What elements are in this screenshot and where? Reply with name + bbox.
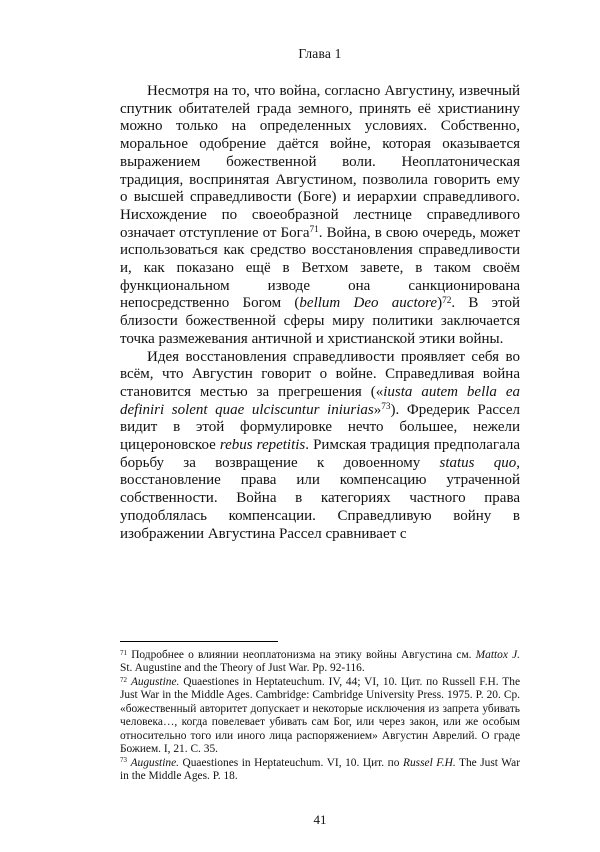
footnote-ref: 72 xyxy=(442,296,452,307)
footnote xyxy=(120,676,520,757)
text-run: » xyxy=(373,401,382,418)
main-text-column xyxy=(120,46,520,543)
footnote-ref: 72 xyxy=(120,675,128,684)
italic-text: rebus repetitis xyxy=(219,437,306,454)
page-number: 41 xyxy=(313,812,327,827)
italic-text: Mattox J. xyxy=(475,649,520,661)
footnote-separator xyxy=(120,641,278,642)
footnote xyxy=(120,757,520,784)
footnotes-block xyxy=(120,641,520,784)
text-run: . Война, в свою очередь, может использоваться как средство восстановления справедливости и, как показано ещё в Ветхом завете, в таком своём функциональном изводе она санкционирована непосредственно Богом ( xyxy=(120,224,520,312)
italic-text: iusta autem bella ea definiri solent quae ulciscuntur iniurias xyxy=(120,383,521,418)
text-run: Идея восстановления справедливости проявляет себя во всём, что Августин говорит о войне. Справедливая война становится местью за прегрешения (« xyxy=(120,348,520,400)
text-run: The Just War in the Middle Ages. P. 18. xyxy=(120,756,520,783)
text-run: . В этой близости божественной сферы миру политики заключается точка размежевания античной и христианской этики войны. xyxy=(120,295,520,347)
italic-text: status quo xyxy=(439,454,517,471)
italic-text: bellum Deo auctore xyxy=(299,295,438,312)
body-paragraphs xyxy=(120,83,520,543)
text-run: Quaestiones in Heptateuchum. VI, 10. Цит. по xyxy=(178,756,403,769)
footnote xyxy=(120,649,520,676)
text-run: ). Фредерик Рассел видит в этой формулировке нечто большее, нежели цицероновское xyxy=(120,401,520,454)
paragraph xyxy=(120,83,520,349)
footnotes-list xyxy=(120,649,520,784)
text-run: , восстановление права или компенсацию утраченной собственности. Война в категориях частного права уподоблялась компенсации. Справедливую войну в изображении Августина Рассел сравнивает с xyxy=(120,454,521,542)
italic-text: Augustine. xyxy=(130,675,180,688)
text-run: Quaestiones in Heptateuchum. IV, 44; VI, 10. Цит. по Russell F.H. The Just War in the Middle Ages. Cambridge: Cambridge University Press. 1975. P. 20. Ср. «божественный авторитет допускает и некоторые исключения из запрета убивать человека…, когда повелевает убивать сам Бог, или через закон, или же особым относительно того или иного лица распоряжением» Августин Аврелий. О граде Божием. I, 21. С. 35. xyxy=(120,675,520,756)
text-run: ) xyxy=(437,295,443,312)
italic-text: Russel F.H. xyxy=(403,756,456,769)
italic-text: Augustine. xyxy=(130,756,179,769)
text-run: Подробнее о влиянии неоплатонизма на этику войны Августина см. xyxy=(127,649,476,661)
text-run: Несмотря на то, что война, согласно Августину, извечный спутник обитателей града земного, принять её христианину можно только на определенных условиях. Собственно, моральное одобрение даётся войне, которая оказывается выражением божественной воли. Неоплатоническая традиция, воспринятая Августином, позволила говорить ему о высшей справедливости (Боге) и иерархии справедливого. Нисхождение по своеобразной лестнице справедливого означает отступление от Бога xyxy=(120,83,520,241)
chapter-header: Глава 1 xyxy=(298,46,342,61)
text-run: . Римская традиция предполагала борьбу за возвращение к довоенному xyxy=(120,437,520,471)
footnote-ref: 73 xyxy=(381,402,391,413)
text-run: St. Augustine and the Theory of Just War. Pp. 92-116. xyxy=(120,662,365,675)
footnote-ref: 71 xyxy=(309,225,319,236)
footnote-ref: 71 xyxy=(120,648,128,657)
footnote-ref: 73 xyxy=(120,756,128,765)
paragraph xyxy=(120,349,520,544)
